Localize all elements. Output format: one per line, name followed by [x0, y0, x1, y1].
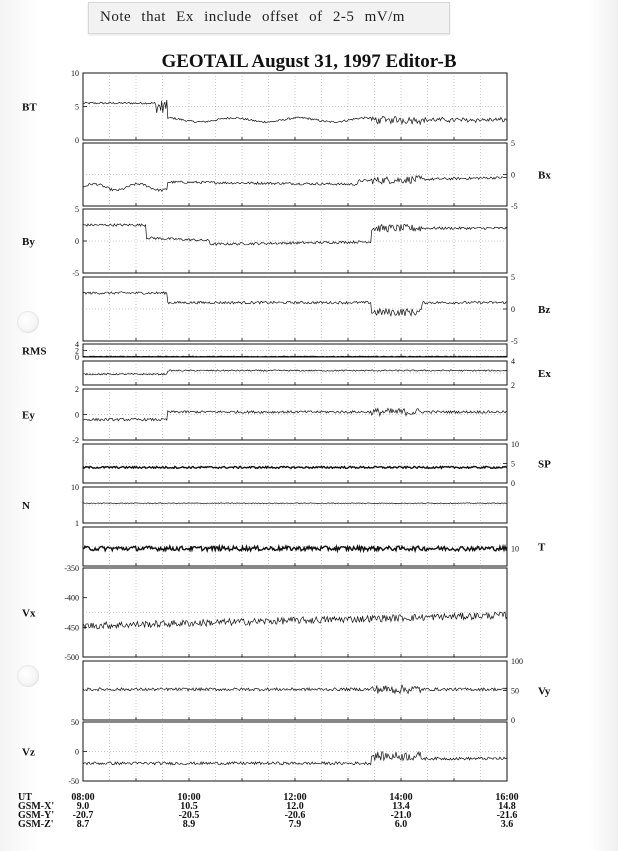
orbit-value: 16:00 [495, 792, 519, 803]
trace-sp [83, 466, 507, 468]
orbit-value: 13.4 [392, 801, 410, 812]
tick-label: 1 [75, 519, 79, 528]
tick-label: -400 [64, 593, 79, 603]
tick-label: 10 [71, 483, 79, 492]
offset-note: Note that Ex include offset of 2-5 mV/m [100, 9, 405, 25]
panel-label-by: By [22, 236, 35, 248]
tick-label: 0 [75, 410, 79, 420]
panel-label-n: N [22, 500, 30, 512]
panel-label-sp: SP [538, 458, 551, 471]
orbit-row-label: UT [18, 792, 32, 803]
panel-label-bz: Bz [538, 304, 551, 316]
tick-label: -5 [511, 337, 518, 346]
tick-label: 5 [511, 273, 515, 282]
tick-label: 0 [75, 237, 79, 246]
orbit-value: 10:00 [177, 792, 201, 803]
tick-label: 5 [511, 459, 515, 469]
tick-label: 0 [511, 305, 515, 314]
orbit-value: 3.6 [500, 819, 514, 830]
tick-label: 5 [75, 205, 79, 214]
tick-label: 0 [75, 747, 79, 757]
tick-label: -5 [72, 269, 79, 278]
tick-label: 2 [75, 346, 79, 356]
chart-title: GEOTAIL August 31, 1997 Editor-B [161, 51, 457, 72]
orbit-value: 8.7 [76, 819, 90, 830]
tick-label: 0 [511, 479, 515, 488]
tick-label: 100 [511, 657, 523, 666]
tick-label: -350 [64, 564, 79, 573]
orbit-row-label: GSM-Y' [18, 810, 55, 821]
tick-label: -500 [64, 653, 79, 662]
panel-label-bx: Bx [538, 169, 551, 182]
orbit-value: 6.0 [394, 819, 408, 830]
orbit-row-label: GSM-Z' [18, 819, 54, 830]
tick-label: 4 [511, 357, 515, 366]
orbit-value: -21.0 [390, 810, 412, 821]
orbit-value: 8.9 [182, 819, 196, 830]
trace-t [83, 546, 507, 551]
orbit-value: -20.5 [178, 810, 200, 821]
orbit-value: -21.6 [496, 810, 518, 821]
orbit-value: -20.7 [72, 810, 94, 821]
orbit-row-label: GSM-X' [18, 801, 55, 812]
tick-label: 10 [511, 440, 519, 449]
orbit-value: 12.0 [286, 801, 304, 812]
panel-label-t: T [538, 541, 546, 554]
tick-label: 0 [75, 136, 79, 145]
panel-label-rms: RMS [22, 345, 47, 358]
tick-label: 10 [71, 69, 79, 78]
tick-label: 4 [75, 340, 79, 349]
panel-label-bt: BT [22, 101, 37, 114]
orbit-value: -20.6 [284, 810, 306, 821]
orbit-value: 7.9 [288, 819, 302, 830]
tick-label: 0 [511, 716, 515, 725]
tick-label: 2 [75, 385, 79, 394]
trace-vy [83, 685, 507, 694]
tick-label: 50 [71, 718, 79, 727]
tick-label: 5 [511, 139, 515, 148]
tick-label: -450 [64, 623, 79, 633]
tick-label: 10 [511, 544, 519, 554]
trace-vx [83, 612, 507, 629]
tick-label: -50 [68, 777, 79, 786]
tick-label: 5 [75, 102, 79, 112]
orbit-value: 14.8 [498, 801, 516, 812]
panel-label-ex: Ex [538, 368, 551, 380]
orbit-value: 14:00 [389, 792, 413, 803]
tick-label: 0 [75, 353, 79, 362]
orbit-value: 08:00 [71, 792, 95, 803]
tick-label: 50 [511, 686, 519, 696]
panel-label-vz: Vz [22, 746, 35, 759]
tick-label: -5 [511, 202, 518, 211]
orbit-value: 10.5 [180, 801, 198, 812]
orbit-value: 9.0 [76, 801, 90, 812]
panel-label-vy: Vy [538, 685, 551, 698]
panel-label-ey: Ey [22, 409, 35, 422]
tick-label: 0 [511, 170, 515, 180]
trace-n [83, 503, 507, 504]
orbit-value: 12:00 [283, 792, 307, 803]
tick-label: 2 [511, 381, 515, 390]
tick-label: -2 [72, 436, 79, 445]
panel-label-vx: Vx [22, 607, 36, 620]
